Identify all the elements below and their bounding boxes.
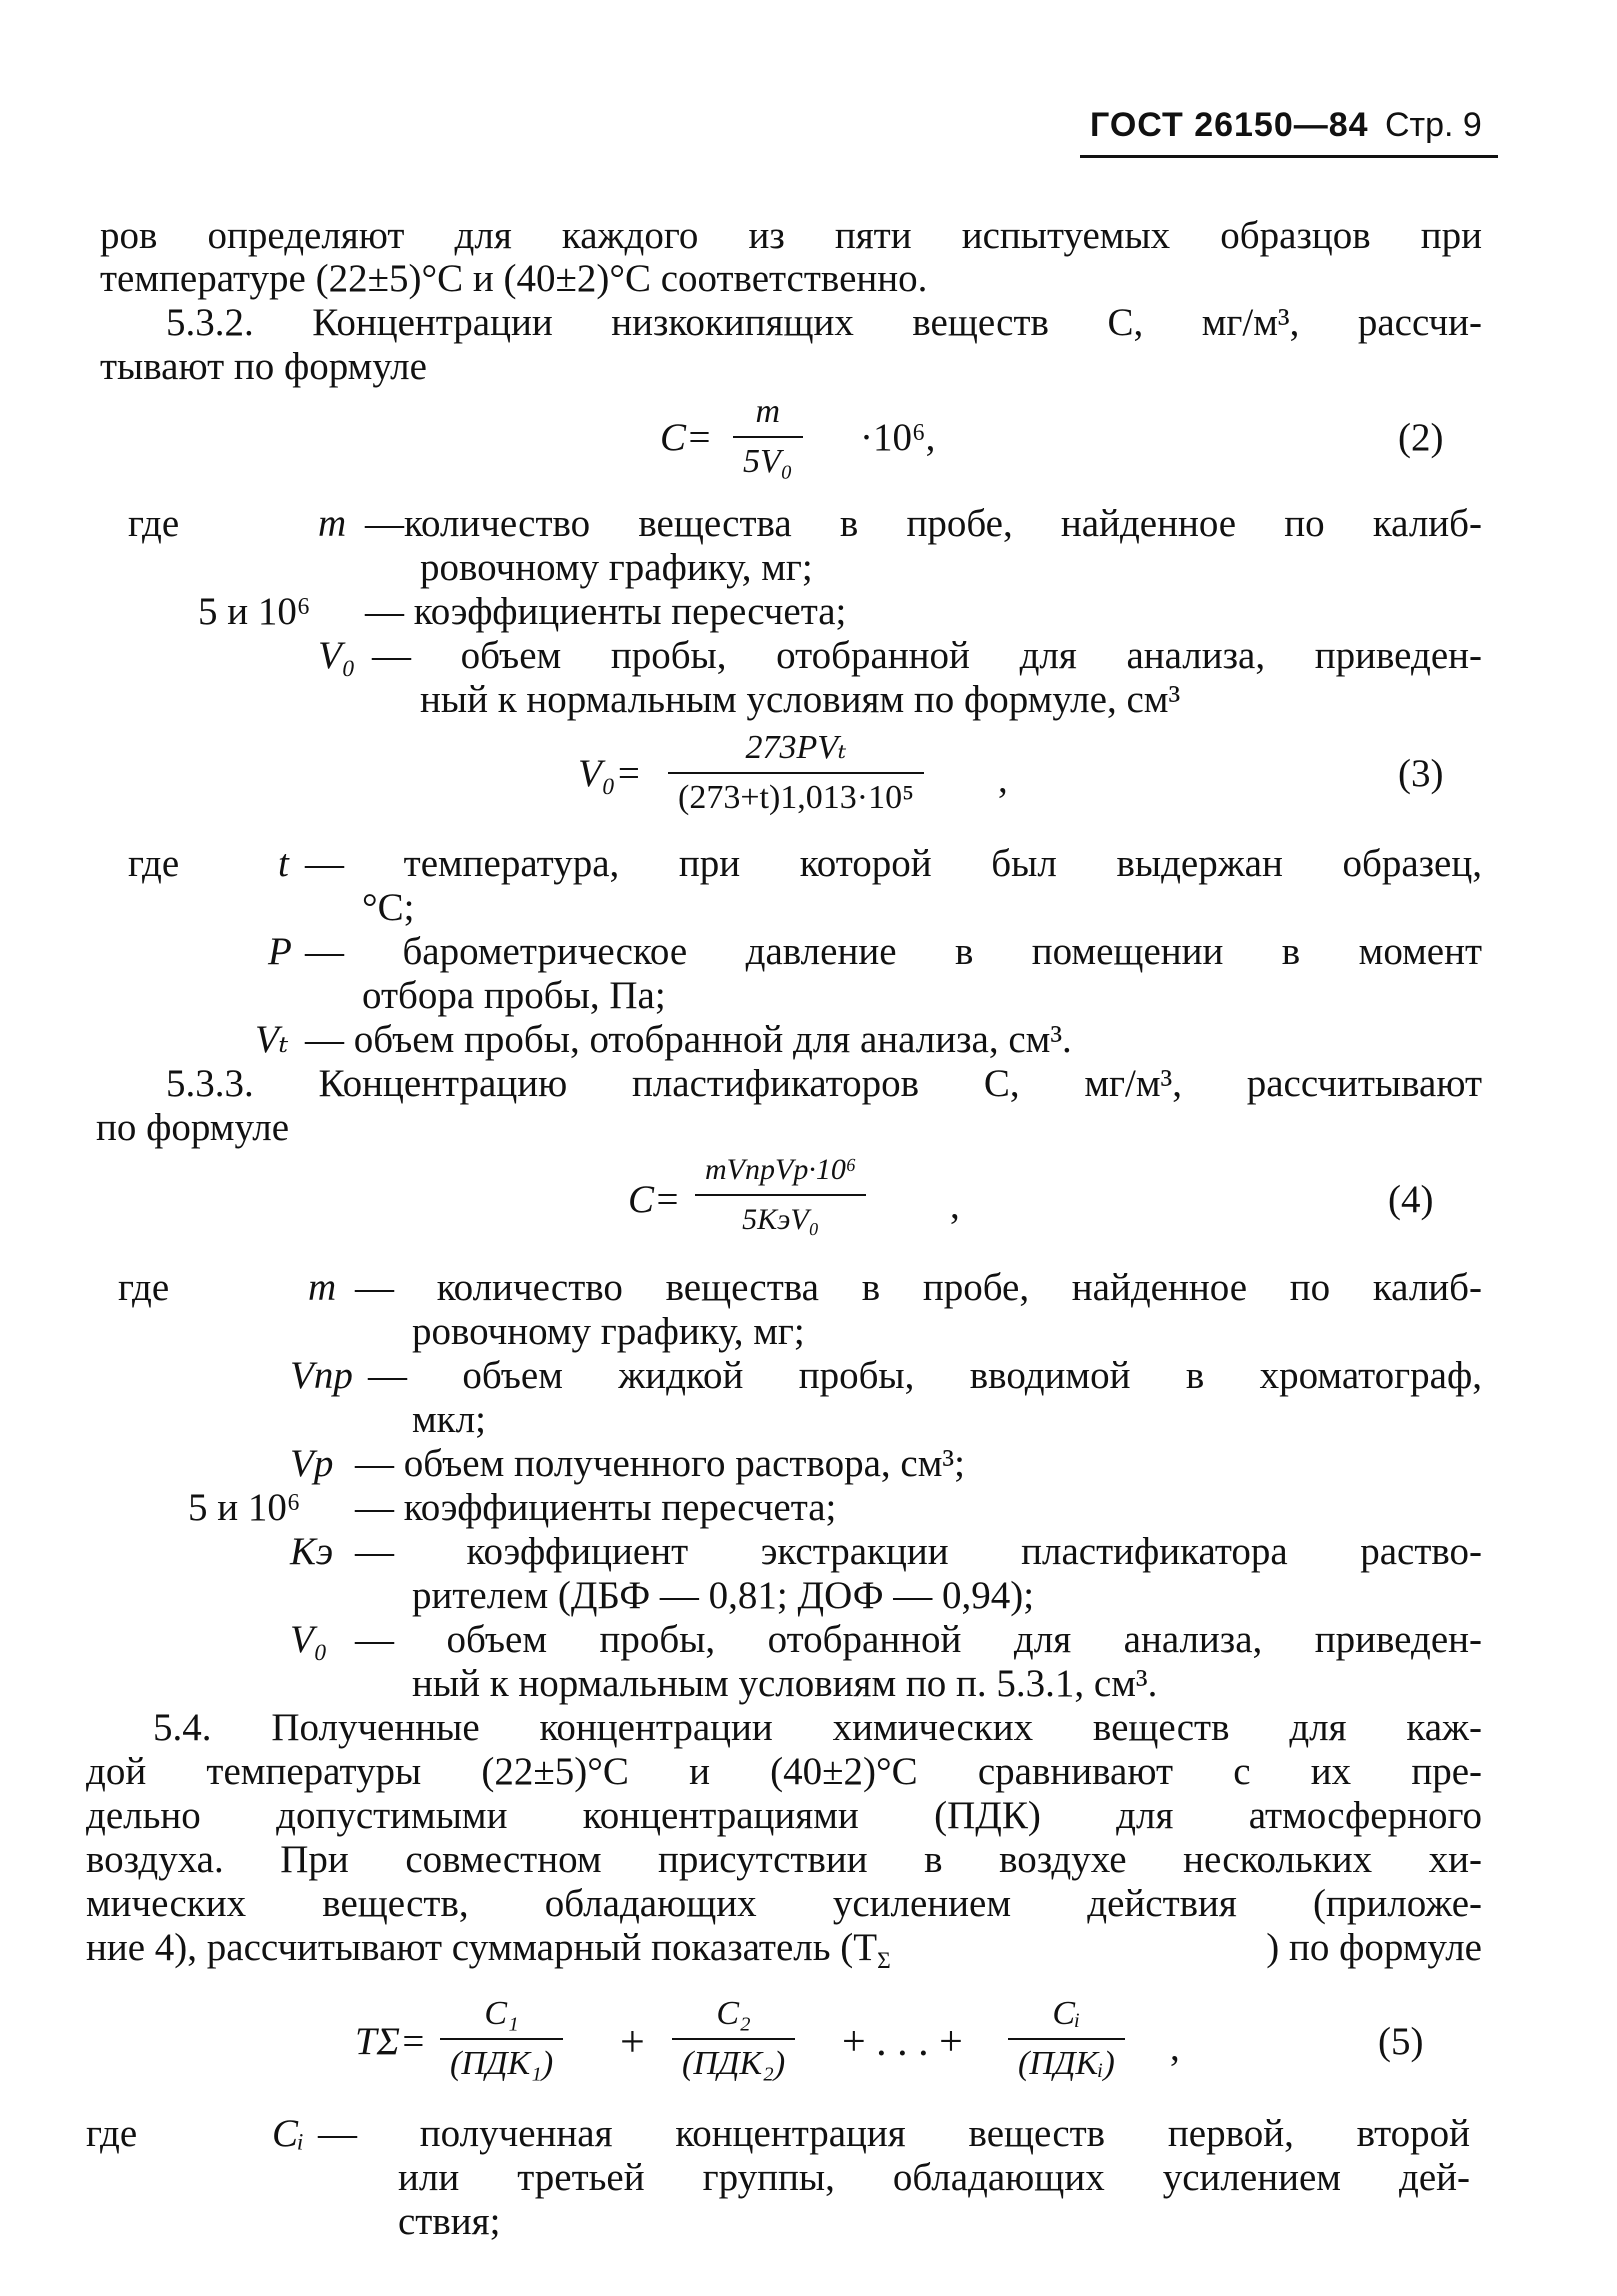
symbol-coefficients: 5 и 10⁶ [188, 1486, 301, 1529]
header-rule [1080, 155, 1498, 158]
standard-number: ГОСТ 26150—84 [1090, 106, 1369, 144]
definition-line: — объем жидкой пробы, вводимой в хроматограф, [368, 1354, 1482, 1397]
formula-5-lhs: TΣ= [355, 2020, 427, 2063]
symbol-ke: Kэ [290, 1530, 334, 1573]
text-line: по формуле [96, 1106, 290, 1149]
definition-line: — объем пробы, отобранной для анализа, приведен- [372, 634, 1482, 677]
symbol-coefficients: 5 и 10⁶ [198, 590, 311, 633]
where-label: где [118, 1266, 170, 1309]
formula-5-numerator-1: C₁ [484, 1995, 519, 2032]
where-label: где [86, 2112, 138, 2155]
formula-3-label: (3) [1398, 752, 1444, 795]
definition-line: ровочному графику, мг; [412, 1310, 805, 1353]
formula-4-tail: , [950, 1184, 960, 1227]
symbol-m: m [318, 502, 347, 545]
plus-sign: + [620, 2017, 645, 2066]
definition-line: °С; [362, 886, 415, 929]
formula-5-numerator-2: C₂ [716, 1995, 751, 2032]
symbol-vt: Vₜ [255, 1018, 289, 1061]
definition-line: — количество вещества в пробе, найденное по калиб- [355, 1266, 1482, 1309]
symbol-p: P [268, 930, 292, 973]
formula-2-numerator: m [755, 393, 781, 430]
formula-2-denominator: 5V₀ [743, 443, 793, 480]
formula-3-denominator: (273+t)1,013·10⁵ [678, 779, 914, 816]
formula-5-numerator-i: Cᵢ [1052, 1995, 1081, 2032]
symbol-vpr: Vпр [290, 1354, 353, 1397]
formula-3-tail: , [998, 758, 1008, 801]
definition-line: —количество вещества в пробе, найденное по калиб- [365, 502, 1482, 545]
formula-3-fraction [668, 728, 924, 818]
text-line: мических веществ, обладающих усилением действия (приложе- [86, 1882, 1482, 1925]
formula-5-denominator-2: (ПДК₂) [682, 2045, 786, 2082]
formula-2-tail: ·10⁶, [860, 416, 936, 459]
text-fragment [86, 1926, 891, 1975]
text-fragment: ние 4), рассчитывают суммарный показатель (T [86, 1926, 878, 1969]
text-line: дельно допустимыми концентрациями (ПДК) для атмосферного [86, 1794, 1482, 1837]
formula-4-numerator: mVпрVр·10⁶ [705, 1153, 857, 1186]
definition-line: — коэффициенты пересчета; [365, 590, 847, 633]
formula-3-numerator: 273PVₜ [745, 729, 847, 766]
text-line: 5.3.3. Концентрацию пластификаторов С, мг/м³, рассчитывают [166, 1062, 1482, 1105]
text-fragment: ) по формуле [1266, 1926, 1482, 1969]
formula-4-lhs: С= [628, 1178, 681, 1221]
symbol-ci: Cᵢ [272, 2112, 305, 2155]
text-line: ров определяют для каждого из пяти испытуемых образцов при [100, 214, 1482, 257]
formula-5-fraction-1 [440, 1994, 563, 2084]
definition-line: или третьей группы, обладающих усилением дей- [398, 2156, 1470, 2199]
formula-5-fraction-i [1008, 1994, 1125, 2084]
ellipsis-plus: + . . . + [842, 2019, 963, 2065]
definition-line: мкл; [412, 1398, 486, 1441]
text-line: температуре (22±5)°С и (40±2)°С соответственно. [100, 257, 928, 300]
definition-line: ный к нормальным условиям по п. 5.3.1, см³. [412, 1662, 1158, 1705]
text-line: воздуха. При совместном присутствии в воздухе нескольких хи- [86, 1838, 1482, 1881]
text-line: тывают по формуле [100, 345, 427, 388]
page-header [1080, 100, 1500, 160]
definition-line: — объем пробы, отобранной для анализа, см³. [305, 1018, 1072, 1061]
formula-5-denominator-i: (ПДКᵢ) [1018, 2045, 1115, 2082]
formula-5-tail: , [1170, 2026, 1180, 2069]
formula-5-label: (5) [1378, 2020, 1424, 2063]
formula-5-fraction-2 [672, 1994, 795, 2084]
definition-line: рителем (ДБФ — 0,81; ДОФ — 0,94); [412, 1574, 1035, 1617]
definition-line: ный к нормальным условиям по формуле, см³ [420, 678, 1181, 721]
formula-4-fraction [695, 1150, 866, 1240]
where-label: где [128, 842, 180, 885]
sigma-subscript: Σ [877, 1948, 891, 1975]
text-line: 5.4. Полученные концентрации химических веществ для каж- [153, 1706, 1482, 1749]
formula-4-denominator: 5KэV₀ [742, 1203, 820, 1236]
definition-line: ствия; [398, 2200, 501, 2243]
symbol-vr: Vр [290, 1442, 334, 1485]
symbol-t: t [278, 842, 289, 885]
definition-line: — коэффициенты пересчета; [355, 1486, 837, 1529]
formula-2-lhs: С= [660, 416, 713, 459]
definition-line: — барометрическое давление в помещении в момент [305, 930, 1482, 973]
where-label: где [128, 502, 180, 545]
formula-2-label: (2) [1398, 416, 1444, 459]
definition-line: отбора пробы, Па; [362, 974, 666, 1017]
definition-line: ровочному графику, мг; [420, 546, 813, 589]
text-line: 5.3.2. Концентрации низкокипящих веществ С, мг/м³, рассчи- [166, 301, 1482, 344]
definition-line: — коэффициент экстракции пластификатора раство- [355, 1530, 1482, 1573]
formula-4-label: (4) [1388, 1178, 1434, 1221]
page-number: Стр. 9 [1385, 106, 1482, 144]
formula-5-denominator-1: (ПДК₁) [450, 2045, 554, 2082]
symbol-m: m [308, 1266, 337, 1309]
definition-line: — объем пробы, отобранной для анализа, приведен- [355, 1618, 1482, 1661]
text-line [86, 1926, 1482, 1975]
symbol-v0: V₀ [290, 1618, 328, 1661]
definition-line: — объем полученного раствора, см³; [355, 1442, 965, 1485]
formula-2-fraction [733, 392, 803, 482]
formula-3-lhs: V₀= [578, 752, 642, 795]
symbol-v0: V₀ [318, 634, 356, 677]
definition-line: — температура, при которой был выдержан образец, [305, 842, 1482, 885]
text-line: дой температуры (22±5)°С и (40±2)°С сравнивают с их пре- [86, 1750, 1482, 1793]
definition-line: — полученная концентрация веществ первой, второй [318, 2112, 1470, 2155]
